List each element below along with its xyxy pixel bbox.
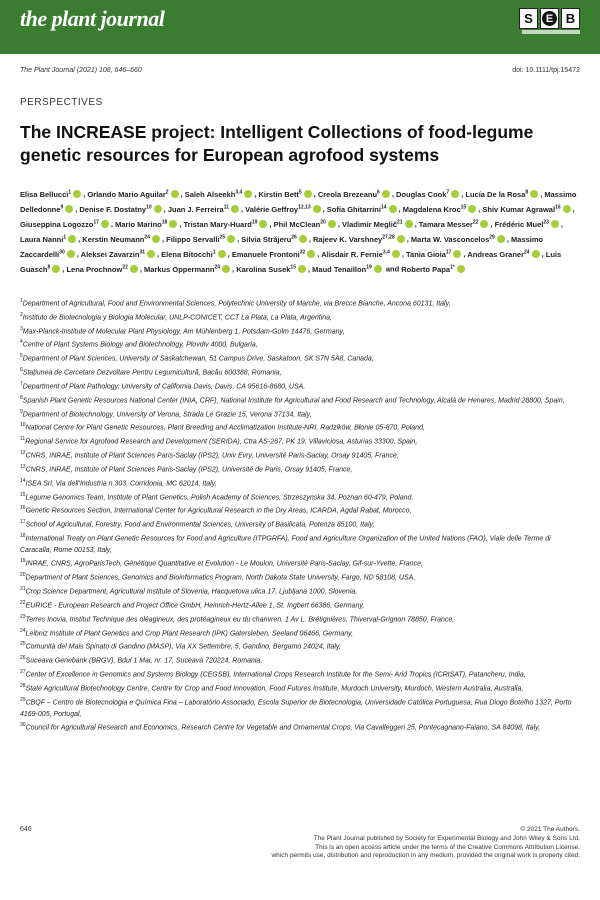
affiliation-text: International Treaty on Plant Genetic Resources for Food and Agriculture (ITPGRFA), Food and Agriculture Organization of the United Nations (FAO), Viale delle Terme di Caracalla, Rome 00153, Italy,	[20, 535, 551, 554]
affiliation-text: Leibniz Institute of Plant Genetics and Crop Plant Research (IPK) Gatersleben, Seeland 06466, Germany,	[25, 629, 354, 637]
affiliation-text: National Centre for Plant Genetic Resources, Plant Breeding and Acclimatization Institute-NRI, Radzików, Błonie 05-870, Poland,	[25, 424, 425, 432]
publisher-line: The Plant Journal published by Society for Experimental Biology and John Wiley & Sons Ltd.	[313, 834, 580, 842]
author-joiner: and	[383, 264, 402, 274]
affiliation-number: 4	[20, 339, 23, 346]
affiliation-text: ISEA Srl, Via dell'Industria n.303, Corridonia, MC 62014, Italy,	[25, 480, 217, 488]
orcid-icon[interactable]	[299, 235, 307, 243]
orcid-icon[interactable]	[307, 250, 315, 258]
affiliation-item	[20, 407, 580, 421]
author-name[interactable]: Elisa Bellucci$^1$	[20, 189, 72, 199]
affiliation-item	[20, 681, 580, 695]
orcid-icon[interactable]	[231, 205, 239, 213]
author-name[interactable]: Roberto Papa$^{1*}$	[401, 264, 455, 274]
author-affiliation-marker: 24	[144, 234, 150, 241]
orcid-icon[interactable]	[227, 235, 235, 243]
affiliation-text: INRAE, CNRS, AgroParisTech, Génétique Quantitative et Evolution - Le Moulon, Université Paris-Saclay, Gif-sur-Yvette, France,	[25, 560, 423, 568]
orcid-icon[interactable]	[68, 235, 76, 243]
orcid-icon[interactable]	[392, 250, 400, 258]
affiliation-item	[20, 379, 580, 393]
author-name[interactable]: Vladimir Meglič$^{21}$	[342, 219, 403, 229]
affiliation-item	[20, 337, 580, 351]
author-affiliation-marker: 8	[47, 264, 51, 271]
author-affiliation-marker: 6	[377, 189, 380, 195]
author-name[interactable]: Tamara Messer$^{22}$	[418, 219, 479, 229]
author-affiliation-marker: 16	[555, 204, 561, 211]
author-affiliation-marker: 17	[93, 219, 99, 226]
seb-letter-s: S	[519, 8, 538, 29]
author-name[interactable]: Creola Brezeanu$^6$	[317, 189, 380, 199]
author-name[interactable]: Alisdair R. Fernie$^{3,4}$	[321, 249, 390, 259]
affiliation-number: 21	[20, 586, 26, 593]
orcid-icon[interactable]	[259, 220, 267, 228]
affiliation-number: 18	[20, 533, 26, 540]
author-affiliation-marker: 15	[460, 204, 467, 211]
author-name[interactable]: Mario Marino$^{18}$	[115, 219, 168, 229]
author-affiliation-marker: 30	[59, 249, 65, 256]
affiliation-item	[20, 653, 580, 667]
affiliation-item	[20, 503, 580, 517]
author-name[interactable]: Denise F. Dostatny$^{10}$	[79, 204, 152, 214]
author-affiliation-marker: 22	[472, 219, 479, 226]
affiliation-item	[20, 598, 580, 612]
affiliation-text: Department of Plant Pathology, University of California Davis, Davis, CA 95616-8680, USA,	[22, 383, 306, 391]
author-affiliation-marker: 14	[380, 204, 387, 211]
author-name[interactable]: Emanuele Frontoni$^{32}$	[231, 249, 306, 259]
affiliation-item	[20, 296, 580, 310]
affiliation-item	[20, 667, 580, 681]
author-name[interactable]: Elena Bitocchi$^1$	[161, 249, 216, 259]
orcid-icon[interactable]	[171, 190, 179, 198]
author-affiliation-marker: 8	[525, 189, 529, 195]
affiliation-text: Council for Agricultural Research and Economics, Research Centre for Vegetable and Ornamental Crops, Via Cavalleggeri 25, Pontecagnano-Faiano, SA 84098, Italy,	[25, 724, 541, 732]
orcid-icon[interactable]	[389, 205, 397, 213]
author-affiliation-marker: 32	[299, 249, 306, 256]
orcid-icon[interactable]	[397, 235, 405, 243]
author-affiliation-marker: 18	[161, 219, 168, 226]
author-name[interactable]: Marta W. Vasconcelos$^{29}$	[410, 234, 495, 244]
affiliation-text: Genetic Resources Section, International Center for Agricultural Research in the Dry Areas, ICARDA, Agdal Rabat, Morocco,	[25, 507, 412, 515]
affiliation-number: 1	[20, 298, 23, 304]
affiliation-text: School of Agricultural, Forestry, Food and Environmental Sciences, University of Basilicata, Potenza 85100, Italy,	[25, 521, 375, 529]
orcid-icon[interactable]	[551, 220, 559, 228]
affiliation-text: Stațiunea de Cercetare Dezvoltare Pentru Legumicultură, Bacău 600388, Romania,	[22, 369, 282, 377]
affiliation-number: 12	[20, 450, 26, 457]
affiliation-item	[20, 490, 580, 504]
affiliation-number: 22	[20, 599, 26, 606]
orcid-icon[interactable]	[530, 190, 538, 198]
affiliation-number: 6	[20, 367, 23, 374]
affiliation-item	[20, 324, 580, 338]
affiliation-number: 13	[20, 463, 26, 470]
author-name[interactable]: Luis Guasch$^8$	[20, 249, 562, 274]
seb-letter-e: E	[540, 8, 559, 29]
author-affiliation-marker: 17	[445, 249, 452, 256]
seb-letter-b: B	[561, 8, 580, 29]
author-name[interactable]: Aleksei Zavarzin$^{31}$	[80, 249, 145, 259]
affiliation-item	[20, 448, 580, 462]
affiliation-item	[20, 434, 580, 448]
affiliation-item	[20, 310, 580, 324]
affiliation-item	[20, 531, 580, 556]
orcid-icon[interactable]	[154, 205, 162, 213]
affiliation-number: 27	[20, 669, 26, 676]
affiliation-text: Department of Biotechnology, University of Verona, Strada Le Grazie 15, Verona 37134, Italy,	[22, 410, 312, 418]
author-affiliation-marker: 27,28	[382, 234, 395, 241]
affiliation-text: EURICE - European Research and Project Office GmbH, Heinrich-Hertz-Allee 1, St. Ingbert 66386, Germany,	[25, 602, 365, 610]
article-title: The INCREASE project: Intelligent Collections of food-legume genetic resources for European agrofood systems	[20, 122, 534, 165]
author-affiliation-marker: 31	[139, 249, 145, 256]
author-name[interactable]: Massimo Delledonne$^9$	[20, 189, 577, 214]
orcid-icon[interactable]	[73, 190, 81, 198]
affiliation-text: Crop Science Department, Agricultural Institute of Slovenia, Hacquetova ulica 17, Ljubljana 1000, Slovenia,	[25, 588, 358, 596]
affiliation-number: 3	[20, 325, 23, 332]
affiliation-number: 28	[20, 682, 26, 689]
orcid-icon[interactable]	[304, 190, 312, 198]
author-affiliation-marker: 20	[320, 219, 326, 226]
license-line[interactable]: This is an open access article under the terms of the Creative Commons Attribution License,	[315, 843, 580, 851]
page-number: 646	[20, 826, 32, 833]
affiliation-text: Legume Genomics Team, Institute of Plant Genetics, Polish Academy of Sciences, Strzeszynska 34, Poznan 60-479, Poland,	[25, 493, 414, 501]
affiliation-text: Spanish Plant Genetic Resources National Center (INIA, CRF), National Institute for Agricultural and Food Research and Technology, Alcalá de Henares, Madrid 28800, Spain,	[22, 397, 565, 405]
author-affiliation-marker: 10	[146, 204, 152, 211]
affiliation-number: 29	[20, 696, 26, 703]
author-affiliation-marker: 9	[60, 204, 64, 211]
author-name[interactable]: Douglas Cook$^7$	[395, 189, 450, 199]
orcid-icon[interactable]	[222, 265, 230, 273]
author-name[interactable]: Saleh Alseekh$^{3,4}$	[184, 189, 243, 199]
affiliation-list	[20, 296, 580, 734]
orcid-icon[interactable]	[52, 265, 60, 273]
author-name[interactable]: Filippo Servalli$^{25}$	[166, 234, 226, 244]
author-name[interactable]: Juan J. Ferreira$^{11}$	[167, 204, 229, 214]
author-name[interactable]: Lena Prochnow$^{22}$	[66, 264, 128, 274]
orcid-icon[interactable]	[101, 220, 109, 228]
author-name[interactable]: Magdalena Kroc$^{15}$	[402, 204, 467, 214]
affiliation-item	[20, 476, 580, 490]
affiliation-text: CBQF – Centro de Biotecnologia e Química Fina – Laboratório Associado, Escola Superior de Biotecnologia, Universidade Católica Portuguesa, Rua Diogo Botelho 1327, Porto 4169-005, Portugal,	[20, 699, 572, 718]
author-name[interactable]: Frédéric Muel$^{23}$	[494, 219, 549, 229]
affiliation-number: 30	[20, 722, 26, 729]
author-name[interactable]: Massimo Zaccardelli$^{30}$	[20, 234, 544, 259]
affiliation-item	[20, 517, 580, 531]
author-affiliation-marker: 12,13	[298, 204, 311, 211]
affiliation-text: CNRS, INRAE, Institute of Plant Sciences Paris-Saclay (IPS2), Univ Evry, Université Paris-Saclay, Orsay 91405, France,	[25, 452, 399, 460]
author-affiliation-marker: 19	[366, 264, 372, 271]
affiliation-number: 10	[20, 422, 26, 429]
author-affiliation-marker: 3,4	[382, 249, 390, 256]
affiliation-text: Department of Plant Sciences, Genomics and Bioinformatics Program, North Dakota State University, Fargo, ND 58108, USA,	[25, 574, 416, 582]
orcid-icon[interactable]	[65, 205, 73, 213]
author-affiliation-marker: 24	[524, 249, 530, 256]
author-affiliation-marker: 15	[290, 264, 296, 271]
orcid-icon[interactable]	[563, 205, 571, 213]
affiliation-item	[20, 365, 580, 379]
orcid-icon[interactable]	[497, 235, 505, 243]
author-affiliation-marker: 1	[63, 234, 67, 241]
affiliation-item	[20, 393, 580, 407]
affiliation-number: 2	[20, 311, 23, 318]
section-label: PERSPECTIVES	[20, 97, 103, 108]
orcid-icon[interactable]	[147, 250, 155, 258]
affiliation-number: 14	[20, 477, 26, 484]
author-name[interactable]: Markus Oppermann$^{24}$	[144, 264, 221, 274]
orcid-icon[interactable]	[218, 250, 226, 258]
orcid-icon[interactable]	[328, 220, 336, 228]
author-affiliation-marker: 19	[251, 219, 258, 226]
affiliation-number: 17	[20, 519, 26, 526]
author-name[interactable]: Karolina Susek$^{15}$	[236, 264, 296, 274]
journal-logo: the plant journal	[20, 6, 165, 31]
affiliation-item	[20, 720, 580, 734]
affiliation-item	[20, 639, 580, 653]
author-affiliation-marker: 5	[298, 189, 302, 195]
author-affiliation-marker: 1*	[450, 264, 455, 271]
license-footer	[160, 826, 580, 861]
seb-logo	[519, 8, 580, 29]
affiliation-number: 16	[20, 505, 26, 512]
author-affiliation-marker: 7	[446, 189, 450, 195]
affiliation-number: 7	[20, 380, 23, 387]
author-name[interactable]: Tania Gioia$^{17}$	[406, 249, 452, 259]
affiliation-item	[20, 584, 580, 598]
author-name[interactable]: Silvia Străjeru$^{26}$	[241, 234, 297, 244]
orcid-icon[interactable]	[374, 265, 382, 273]
affiliation-number: 8	[20, 394, 23, 401]
orcid-icon[interactable]	[169, 220, 177, 228]
orcid-icon[interactable]	[152, 235, 160, 243]
author-name[interactable]: Laura Nanni$^1$	[20, 234, 67, 244]
affiliation-item	[20, 351, 580, 365]
author-affiliation-marker: 3,4	[235, 189, 243, 195]
affiliation-text: Instituto de Biotecnologia y Biologia Molecular, UNLP-CONICET, CCT La Plata, La Plata, Argentina,	[22, 314, 332, 322]
author-affiliation-marker: 21	[397, 219, 403, 226]
orcid-icon[interactable]	[313, 205, 321, 213]
doi-link[interactable]: doi: 10.1111/tpj.15472	[512, 67, 580, 74]
affiliation-number: 15	[20, 491, 26, 498]
copyright-line: © 2021 The Authors.	[520, 826, 580, 833]
affiliation-number: 25	[20, 641, 26, 648]
author-name[interactable]: Shiv Kumar Agrawal$^{16}$	[482, 204, 561, 214]
affiliation-number: 23	[20, 613, 26, 620]
affiliation-item	[20, 420, 580, 434]
affiliation-number: 26	[20, 655, 26, 662]
affiliation-number: 20	[20, 572, 26, 579]
orcid-icon[interactable]	[457, 265, 465, 273]
author-name[interactable]: Kerstin Neumann$^{24}$	[82, 234, 150, 244]
orcid-icon[interactable]	[298, 265, 306, 273]
author-name[interactable]: Giuseppina Logozzo$^{17}$	[20, 219, 99, 229]
author-name[interactable]: Tristan Mary-Huard$^{19}$	[183, 219, 258, 229]
orcid-icon[interactable]	[532, 250, 540, 258]
affiliation-item	[20, 556, 580, 570]
affiliation-text: Center of Excellence in Genomics and Systems Biology (CEGSB), International Crops Research Institute for the Semi- Arid Tropics (ICRISAT), Patancheru, India,	[25, 671, 526, 679]
affiliation-number: 24	[20, 627, 26, 634]
author-name[interactable]: Kirstin Bett$^5$	[258, 189, 302, 199]
author-name[interactable]: Maud Tenaillon$^{19}$	[312, 264, 372, 274]
author-affiliation-marker: 25	[219, 234, 226, 241]
author-name[interactable]: Phil McClean$^{20}$	[273, 219, 326, 229]
affiliation-number: 9	[20, 408, 23, 415]
author-name[interactable]: Andreas Graner$^{24}$	[467, 249, 530, 259]
author-affiliation-marker: 24	[214, 264, 221, 271]
orcid-icon[interactable]	[468, 205, 476, 213]
author-affiliation-marker: 29	[489, 234, 495, 241]
orcid-icon[interactable]	[382, 190, 390, 198]
permission-line: which permits use, distribution and reproduction in any medium, provided the original work is properly cited.	[271, 852, 580, 860]
affiliation-text: Centre of Plant Systems Biology and Biotechnology, Plovdiv 4000, Bulgaria,	[22, 341, 258, 349]
affiliation-item	[20, 626, 580, 640]
author-affiliation-marker: 1	[68, 189, 72, 195]
author-name[interactable]: Valérie Geffroy$^{12,13}$	[245, 204, 311, 214]
affiliation-text: Comunità del Mais Spinato di Gandino (MASP), Via XX Settembre, 5, Gandino, Bergamo 24024, Italy,	[25, 643, 341, 651]
affiliation-number: 5	[20, 353, 23, 360]
affiliation-text: State Agricultural Biotechnology Centre, Centre for Crop and Food Innovation, Food Futures Institute, Murdoch University, Murdoch, Western Australia, Australia,	[25, 685, 524, 693]
affiliation-text: Max-Planck-Institute of Molecular Plant Physiology, Am Mühlenberg 1, Potsdam-Golm 14476, Germany,	[22, 327, 345, 335]
journal-citation: The Plant Journal (2021) 108, 646–660	[20, 67, 142, 74]
affiliation-item	[20, 570, 580, 584]
author-name[interactable]: Rajeev K. Varshney$^{27,28}$	[313, 234, 395, 244]
affiliation-item	[20, 462, 580, 476]
affiliation-text: Terres Inovia, Institut Technique des oléagineux, des protéagineux eu du chanvren, 1 Av L. Brétignières, Thiverval-Grignon 78850, France,	[25, 616, 455, 624]
author-affiliation-marker: 1	[212, 249, 216, 256]
orcid-icon[interactable]	[67, 250, 75, 258]
affiliation-text: Department of Plant Sciences, University of Saskatchewan, 51 Campus Drive, Saskatoon, SK S7N 5A8, Canada,	[22, 355, 374, 363]
affiliation-text: Regional Service for Agrofood Research and Development (SERIDA), Ctra AS-267, PK 19, Villaviciosa, Asturias 33300, Spain,	[25, 438, 418, 446]
orcid-icon[interactable]	[405, 220, 413, 228]
affiliation-number: 11	[20, 436, 26, 443]
orcid-icon[interactable]	[451, 190, 459, 198]
author-affiliation-marker: 22	[122, 264, 128, 271]
author-name[interactable]: Lucía De la Rosa$^8$	[465, 189, 529, 199]
author-list: Elisa Bellucci$^1$ , Orlando Mario Aguilar$^2$ , Saleh Alseekh$^{3,4}$ , Kirstin Bett$^5$ , Creola Brezeanu$^6$ , Douglas Cook$^7$ , Lucía De la Rosa$^8$ , Massimo Delledonne$^9$ , Denise F. Dostatny$^{10}$ , Juan J. Ferreira$^{11}$ , Valérie Geffroy$^{12,13}$ , Sofia Ghitarrini$^{14}$ , Magdalena Kroc$^{15}$ , Shiv Kumar Agrawal$^{16}$ , Giuseppina Logozzo$^{17}$ , Mario Marino$^{18}$ , Tristan Mary-Huard$^{19}$ , Phil McClean$^{20}$ , Vladimir Meglič$^{21}$ , Tamara Messer$^{22}$ , Frédéric Muel$^{23}$ , Laura Nanni$^1$ , Kerstin Neumann$^{24}$ , Filippo Servalli$^{25}$ , Silvia Străjeru$^{26}$ , Rajeev K. Varshney$^{27,28}$ , Marta W. Vasconcelos$^{29}$ , Massimo Zaccardelli$^{30}$ , Aleksei Zavarzin$^{31}$ , Elena Bitocchi$^1$ , Emanuele Frontoni$^{32}$ , Alisdair R. Fernie$^{3,4}$ , Tania Gioia$^{17}$ , Andreas Graner$^{24}$ , Luis Guasch$^8$ , Lena Prochnow$^{22}$ , Markus Oppermann$^{24}$ , Karolina Susek$^{15}$ , Maud Tenaillon$^{19}$ and Roberto Papa$^{1*}$	[20, 189, 577, 274]
affiliation-text: Department of Agricultural, Food and Environmental Sciences, Polytechnic University of Marche, via Brecce Bianche, Ancona 60131, Italy,	[22, 300, 451, 308]
affiliation-item	[20, 612, 580, 626]
affiliation-text: CNRS, INRAE, Institute of Plant Sciences Paris-Saclay (IPS2), Université de Paris, Orsay 91405, France,	[25, 466, 353, 474]
orcid-icon[interactable]	[130, 265, 138, 273]
orcid-icon[interactable]	[480, 220, 488, 228]
author-affiliation-marker: 2	[165, 189, 169, 195]
affiliation-number: 19	[20, 558, 26, 565]
affiliation-text: Suceava Genebank (BRGV), Bdul 1 Mai, nr. 17, Suceava 720224, Romania,	[25, 657, 263, 665]
orcid-icon[interactable]	[453, 250, 461, 258]
orcid-icon[interactable]	[244, 190, 252, 198]
author-name[interactable]: Sofia Ghitarrini$^{14}$	[326, 204, 387, 214]
seb-tagline-bar	[522, 30, 580, 34]
author-affiliation-marker: 26	[291, 234, 297, 241]
affiliation-item	[20, 695, 580, 720]
author-affiliation-marker: 11	[223, 204, 229, 211]
author-affiliation-marker: 23	[543, 219, 549, 226]
author-name[interactable]: Orlando Mario Aguilar$^2$	[87, 189, 169, 199]
